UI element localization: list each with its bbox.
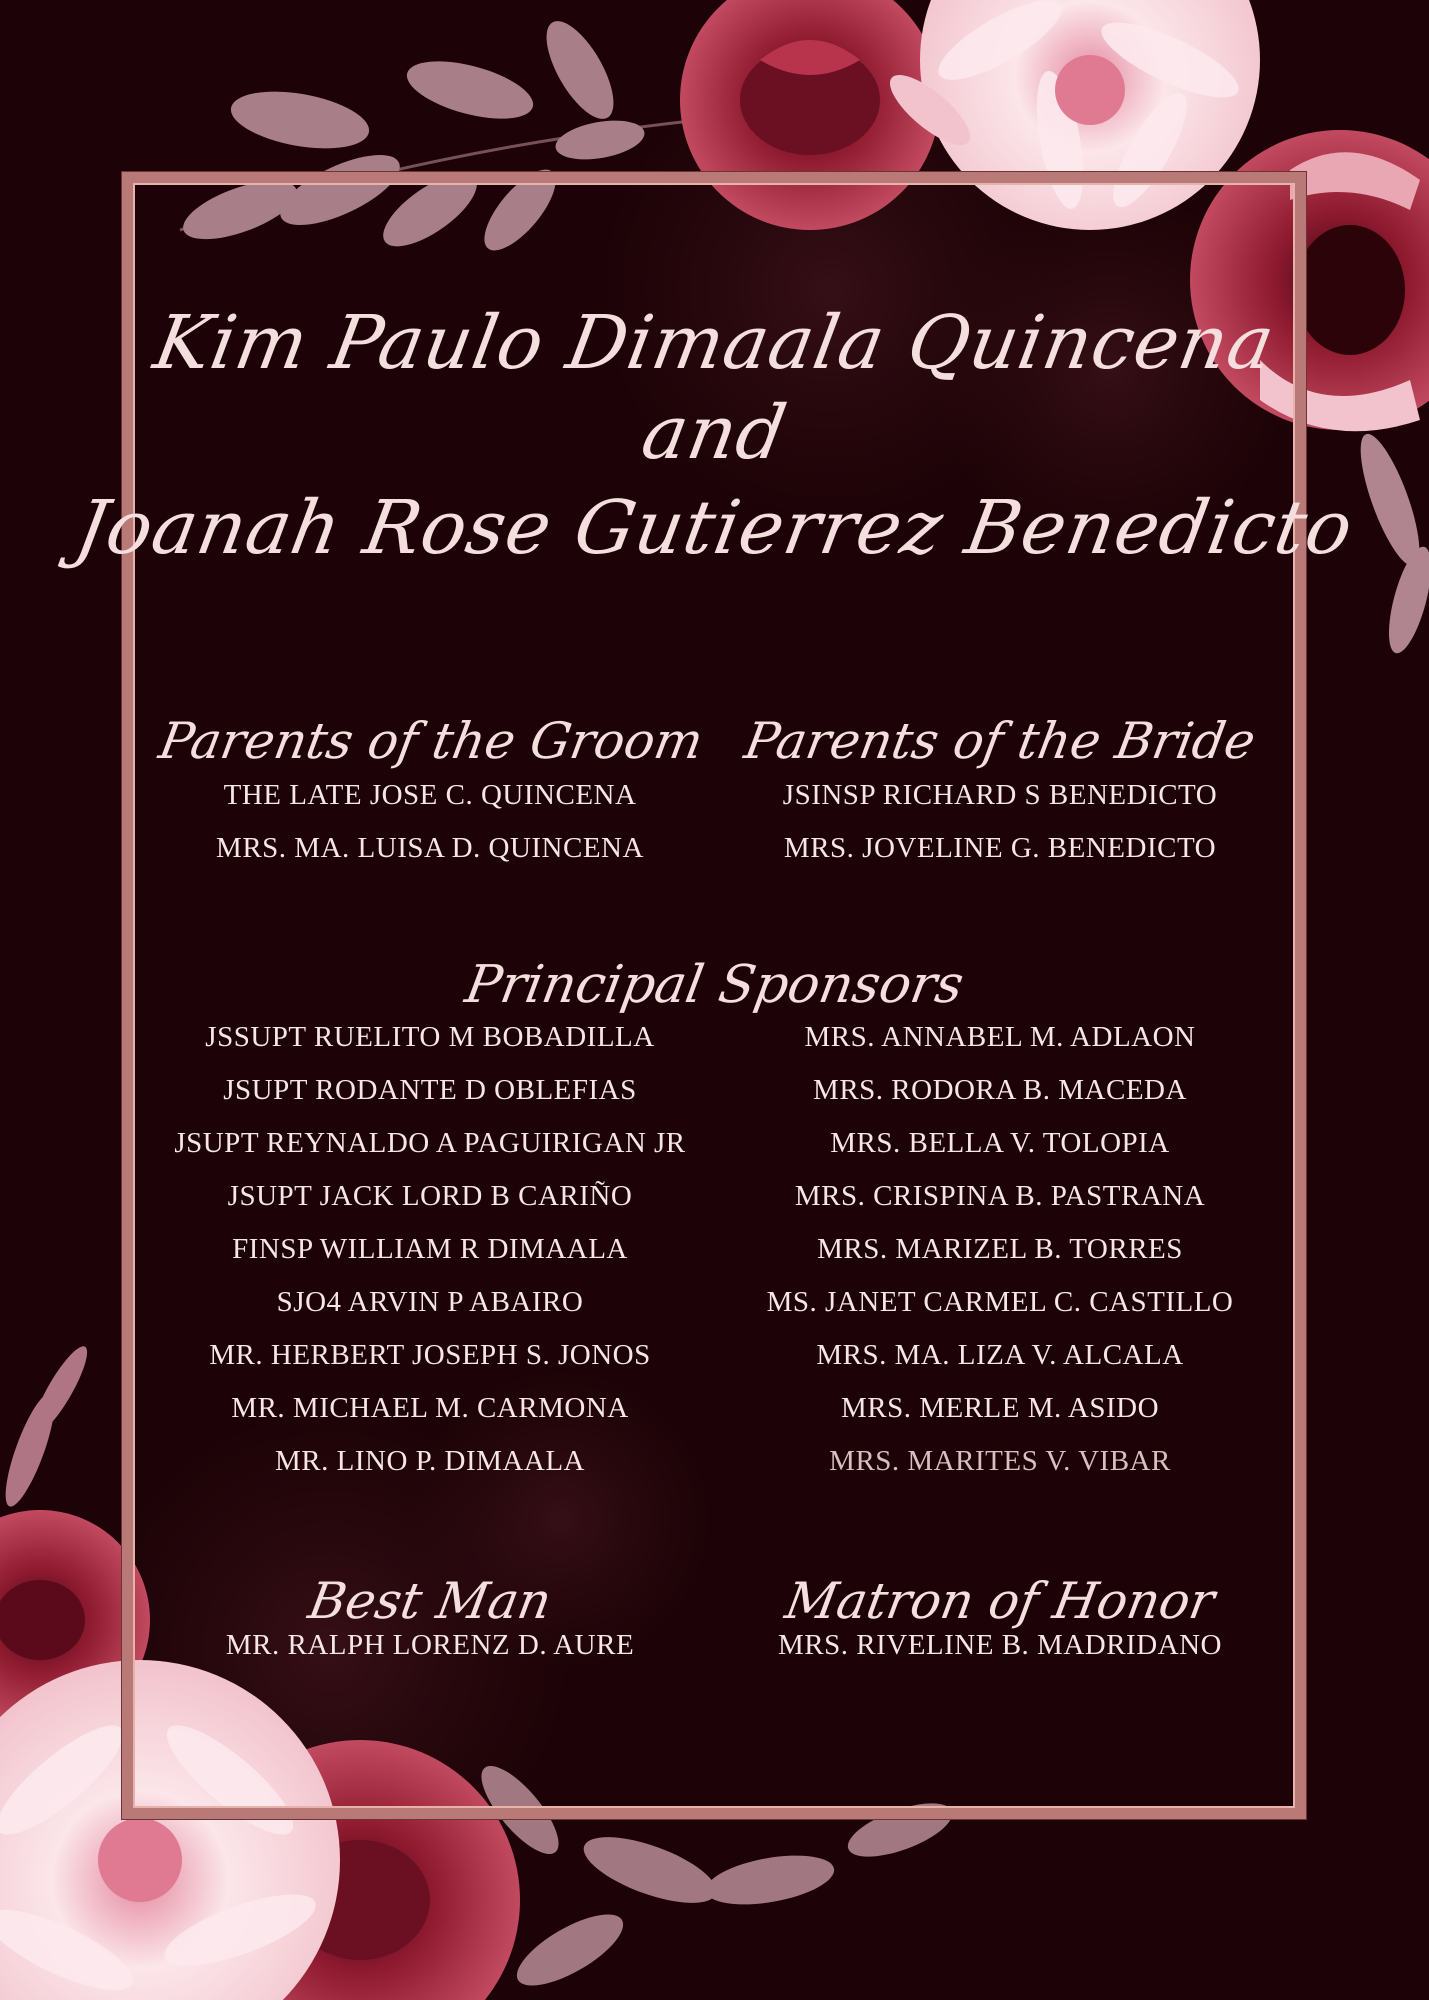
parents-bride-list: [730, 769, 1270, 875]
bride-name: Joanah Rose Gutierrez Benedicto: [69, 485, 1360, 571]
conjunction-and: and: [635, 390, 794, 476]
sponsor-name: MRS. MERLE M. ASIDO: [840, 1392, 1160, 1424]
sponsor-name: MRS. CRISPINA B. PASTRANA: [794, 1180, 1206, 1212]
best-man-name: MR. RALPH LORENZ D. AURE: [225, 1629, 635, 1661]
sponsor-name: MR. HERBERT JOSEPH S. JONOS: [209, 1339, 651, 1371]
matron-name: MRS. RIVELINE B. MADRIDANO: [778, 1629, 1222, 1661]
sponsor-name: MR. MICHAEL M. CARMONA: [231, 1392, 629, 1424]
parents-groom-heading: Parents of the Groom: [154, 712, 708, 770]
sponsor-name: MRS. MA. LIZA V. ALCALA: [816, 1339, 1184, 1371]
sponsor-name: MRS. MARIZEL B. TORRES: [817, 1233, 1183, 1265]
sponsor-name: JSUPT REYNALDO A PAGUIRIGAN JR: [174, 1127, 686, 1159]
parent-name: THE LATE JOSE C. QUINCENA: [223, 779, 637, 811]
sponsors-right-list: [720, 1011, 1280, 1488]
sponsor-name: JSUPT RODANTE D OBLEFIAS: [223, 1074, 637, 1106]
sponsor-name: JSUPT JACK LORD B CARIÑO: [227, 1180, 633, 1212]
parent-name: MRS. MA. LUISA D. QUINCENA: [216, 832, 644, 864]
parents-groom-list: [160, 769, 700, 875]
sponsor-name: MS. JANET CARMEL C. CASTILLO: [766, 1286, 1234, 1318]
sponsor-name: MR. LINO P. DIMAALA: [275, 1445, 585, 1477]
sponsor-name: FINSP WILLIAM R DIMAALA: [232, 1233, 628, 1265]
parents-bride-heading: Parents of the Bride: [740, 712, 1260, 770]
groom-name: Kim Paulo Dimaala Quincena: [147, 300, 1282, 386]
matron-heading: Matron of Honor: [781, 1572, 1219, 1630]
sponsor-name: MRS. MARITES V. VIBAR: [829, 1445, 1171, 1477]
sponsor-name: JSSUPT RUELITO M BOBADILLA: [205, 1021, 655, 1053]
sponsor-name: MRS. ANNABEL M. ADLAON: [804, 1021, 1196, 1053]
sponsors-left-list: [150, 1011, 710, 1488]
parent-name: JSINSP RICHARD S BENEDICTO: [782, 779, 1218, 811]
sponsor-name: MRS. RODORA B. MACEDA: [813, 1074, 1187, 1106]
sponsor-name: SJO4 ARVIN P ABAIRO: [276, 1286, 584, 1318]
parent-name: MRS. JOVELINE G. BENEDICTO: [783, 832, 1217, 864]
principal-sponsors-heading: Principal Sponsors: [460, 955, 968, 1015]
best-man-heading: Best Man: [304, 1572, 556, 1630]
sponsor-name: MRS. BELLA V. TOLOPIA: [830, 1127, 1170, 1159]
